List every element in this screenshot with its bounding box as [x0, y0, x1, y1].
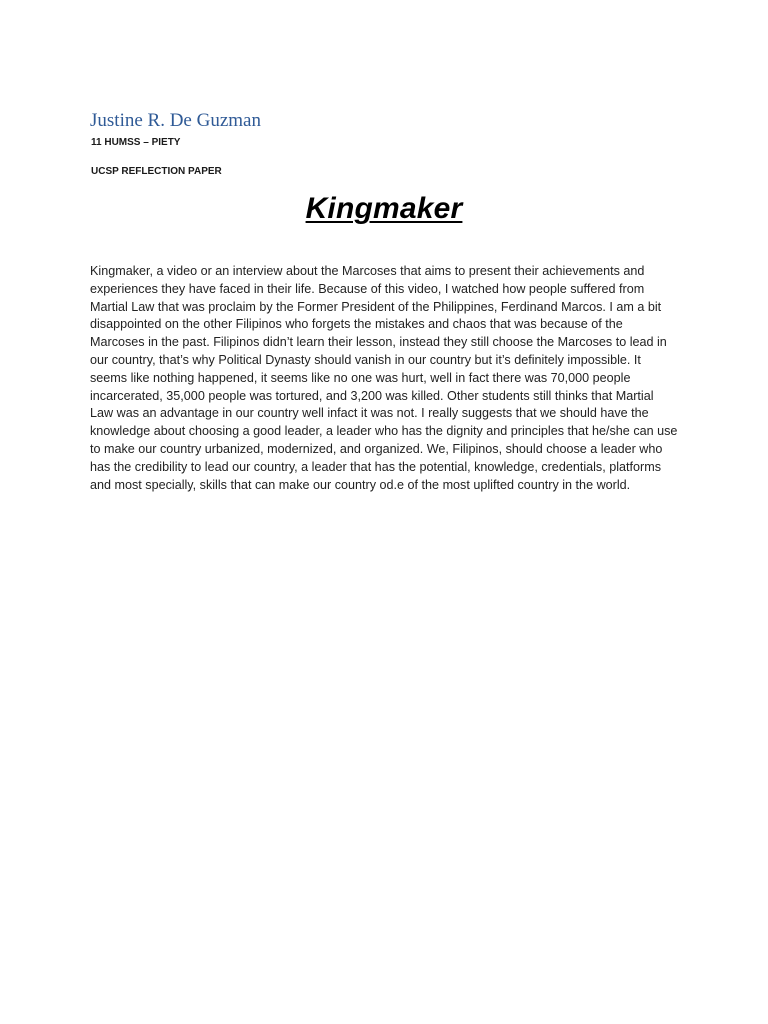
body-paragraph: Kingmaker, a video or an interview about the Marcoses that aims to present their achievements and experiences they have faced in their life. Because of this video, I watched how people suffered from Martial Law that was proclaim by the Former President of the Philippines, Ferdinand Marcos. I am a bit disappointed on the other Filipinos who forgets the mistakes and chaos that was because of the Marcoses in the past. Filipinos didn’t learn their lesson, instead they still choose the Marcoses to lead in our country, that’s why Political Dynasty should vanish in our country but it’s definitely impossible. It seems like nothing happened, it seems like no one was hurt, well in fact there was 70,000 people incarcerated, 35,000 people was tortured, and 3,200 was killed. Other students still thinks that Martial Law was an advantage in our country well infact it was not. I really suggests that we should have the knowledge about choosing a good leader, a leader who has the dignity and principles that he/she can use to make our country urbanized, modernized, and organized. We, Filipinos, should choose a leader who has the credibility to lead our country, a leader that has the potential, knowledge, credentials, platforms and most specially, skills that can make our country od.e of the most uplifted country in the world. — [90, 264, 678, 492]
document-title: Kingmaker — [305, 192, 463, 225]
class-section: 11 HUMSS – PIETY — [91, 137, 181, 148]
paper-type: UCSP REFLECTION PAPER — [91, 166, 222, 177]
title-container — [0, 192, 768, 226]
author-name: Justine R. De Guzman — [90, 110, 261, 131]
